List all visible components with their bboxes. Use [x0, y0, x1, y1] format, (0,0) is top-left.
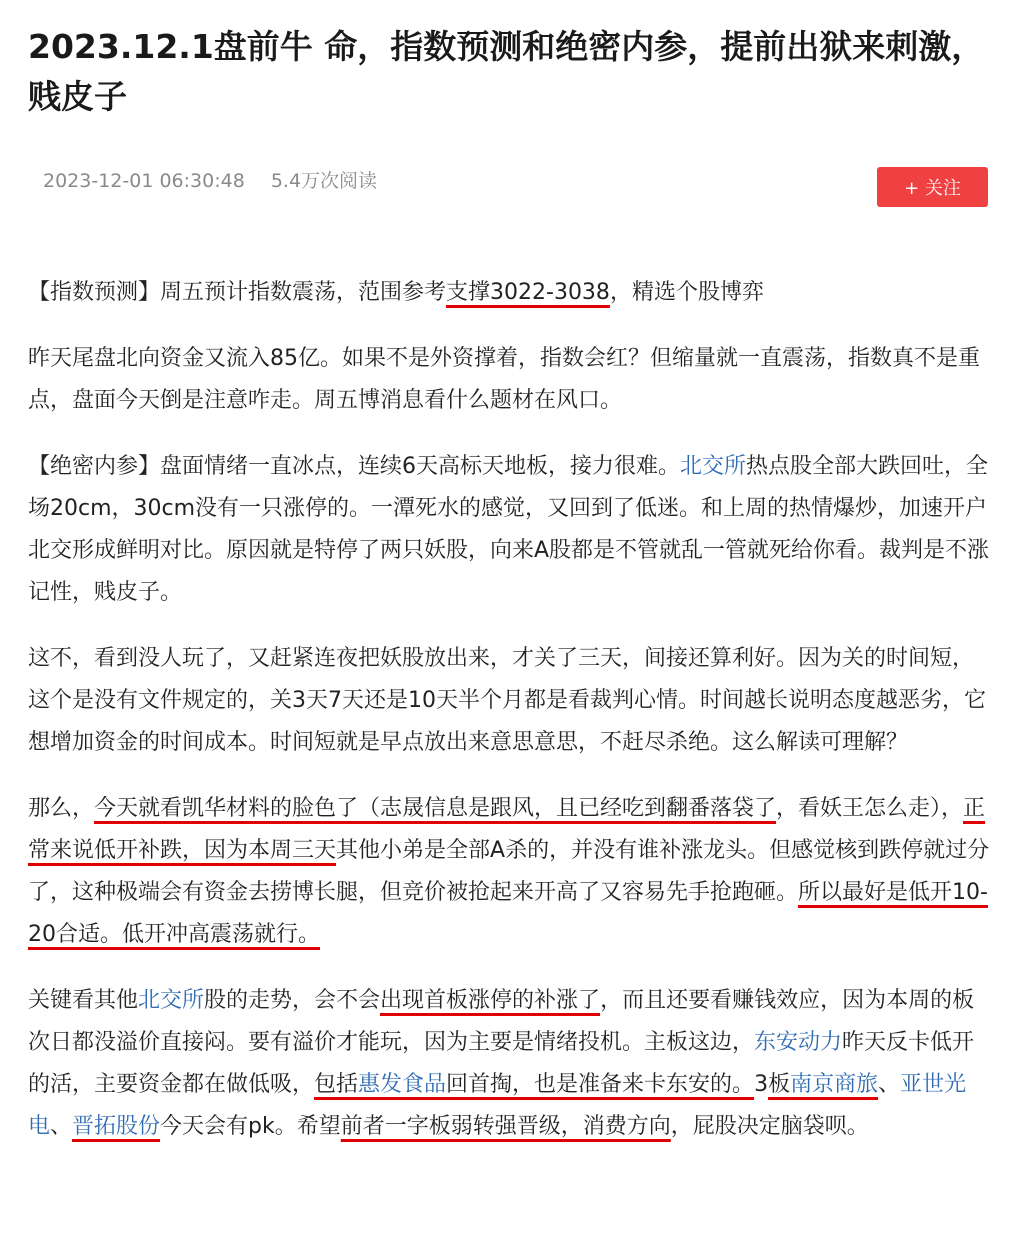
article-paragraph [28, 272, 992, 314]
stock-link[interactable]: 亚世光电 [28, 1072, 967, 1139]
paragraph-text: 【指数预测】周五预计指数震荡，范围参考 [28, 280, 447, 305]
paragraph-text: 今天会有pk。希望 [160, 1114, 341, 1139]
paragraph-text: 热点股全部大跌回吐，全场20cm，30cm没有一只涨停的。一潭死水的感觉，又回到了低迷。和上周的热情爆炒，加速开户北交形成鲜明对比。原因就是特停了两只妖股，向来A股都是不管就乱一管就死给你看。裁判是不涨记性，贱皮子。 [28, 454, 990, 605]
publish-date: 2023-12-01 06:30:48 [43, 170, 245, 192]
paragraph-text: 股的走势，会不会 [204, 988, 381, 1013]
paragraph-text: ，而且还要看赚钱效应，因为本周的板次日都没溢价直接闷。要有溢价才能玩，因为主要是情绪投机。主板这边， [28, 988, 975, 1055]
paragraph-text: 昨天反卡低开的活，主要资金都在做低吸， [28, 1030, 975, 1097]
paragraph-text: 、 [878, 1072, 901, 1097]
stock-link[interactable]: 北交所 [138, 988, 205, 1013]
paragraph-text: 其他小弟是全部A杀的，并没有谁补涨龙头。但感觉核到跌停就过分了，这种极端会有资金去捞博长腿，但竞价被抢起来开高了又容易先手抢跑砸。 [28, 838, 990, 905]
article-meta [43, 166, 397, 193]
highlighted-text: 所以最好是低开10-20合适。低开冲高震荡就行。 [28, 880, 988, 947]
follow-button[interactable]: + 关注 [877, 167, 988, 207]
read-count: 5.4万次阅读 [270, 170, 378, 192]
article-paragraph [28, 338, 992, 422]
highlighted-text: 出现首板涨停的补涨了 [380, 988, 601, 1013]
paragraph-text: 3 [754, 1072, 769, 1097]
article-body [28, 272, 992, 1172]
paragraph-text: ，精选个股博弈 [609, 280, 764, 305]
article-paragraph [28, 446, 992, 614]
paragraph-text: 那么， [28, 796, 95, 821]
stock-link[interactable]: 惠发食品 [358, 1072, 447, 1097]
paragraph-text: ，看妖王怎么走）， [776, 796, 964, 821]
paragraph-text: ，屁股决定脑袋呗。 [670, 1114, 869, 1139]
paragraph-text: 这不，看到没人玩了，又赶紧连夜把妖股放出来，才关了三天，间接还算利好。因为关的时间短，这个是没有文件规定的，关3天7天还是10天半个月都是看裁判心情。时间越长说明态度越恶劣，它想增加资金的时间成本。时间短就是早点放出来意思意思，不赶尽杀绝。这么解读可理解？ [28, 646, 986, 755]
highlighted-text: 前者一字板弱转强晋级，消费方向 [340, 1114, 671, 1139]
highlighted-text: 支撑3022-3038 [446, 280, 610, 305]
highlighted-text: 回首掏，也是准备来卡东安的。 [446, 1072, 755, 1097]
highlighted-text: 今天就看凯华材料的脸色了（志晟信息是跟风，且已经吃到翻番落袋了 [94, 796, 777, 821]
stock-link[interactable]: 晋拓股份 [72, 1114, 161, 1139]
stock-link[interactable]: 北交所 [680, 454, 747, 479]
stock-link[interactable]: 南京商旅 [790, 1072, 879, 1097]
stock-link[interactable]: 东安动力 [754, 1030, 843, 1055]
highlighted-text: 板 [768, 1072, 791, 1097]
article-title: 2023.12.1盘前牛 命，指数预测和绝密内参，提前出狱来刺激，贱皮子 [28, 27, 985, 116]
article-paragraph [28, 980, 992, 1148]
article-paragraph [28, 788, 992, 956]
paragraph-text: 昨天尾盘北向资金又流入85亿。如果不是外资撑着，指数会红？但缩量就一直震荡，指数真不是重点，盘面今天倒是注意咋走。周五博消息看什么题材在风口。 [28, 346, 980, 413]
paragraph-text: 关键看其他 [28, 988, 139, 1013]
highlighted-text: 包括 [314, 1072, 359, 1097]
paragraph-text: 、 [50, 1114, 73, 1139]
highlighted-text: 正常来说低开补跌，因为本周三天 [28, 796, 986, 863]
article-paragraph [28, 638, 992, 764]
paragraph-text: 【绝密内参】盘面情绪一直冰点，连续6天高标天地板，接力很难。 [28, 454, 680, 479]
